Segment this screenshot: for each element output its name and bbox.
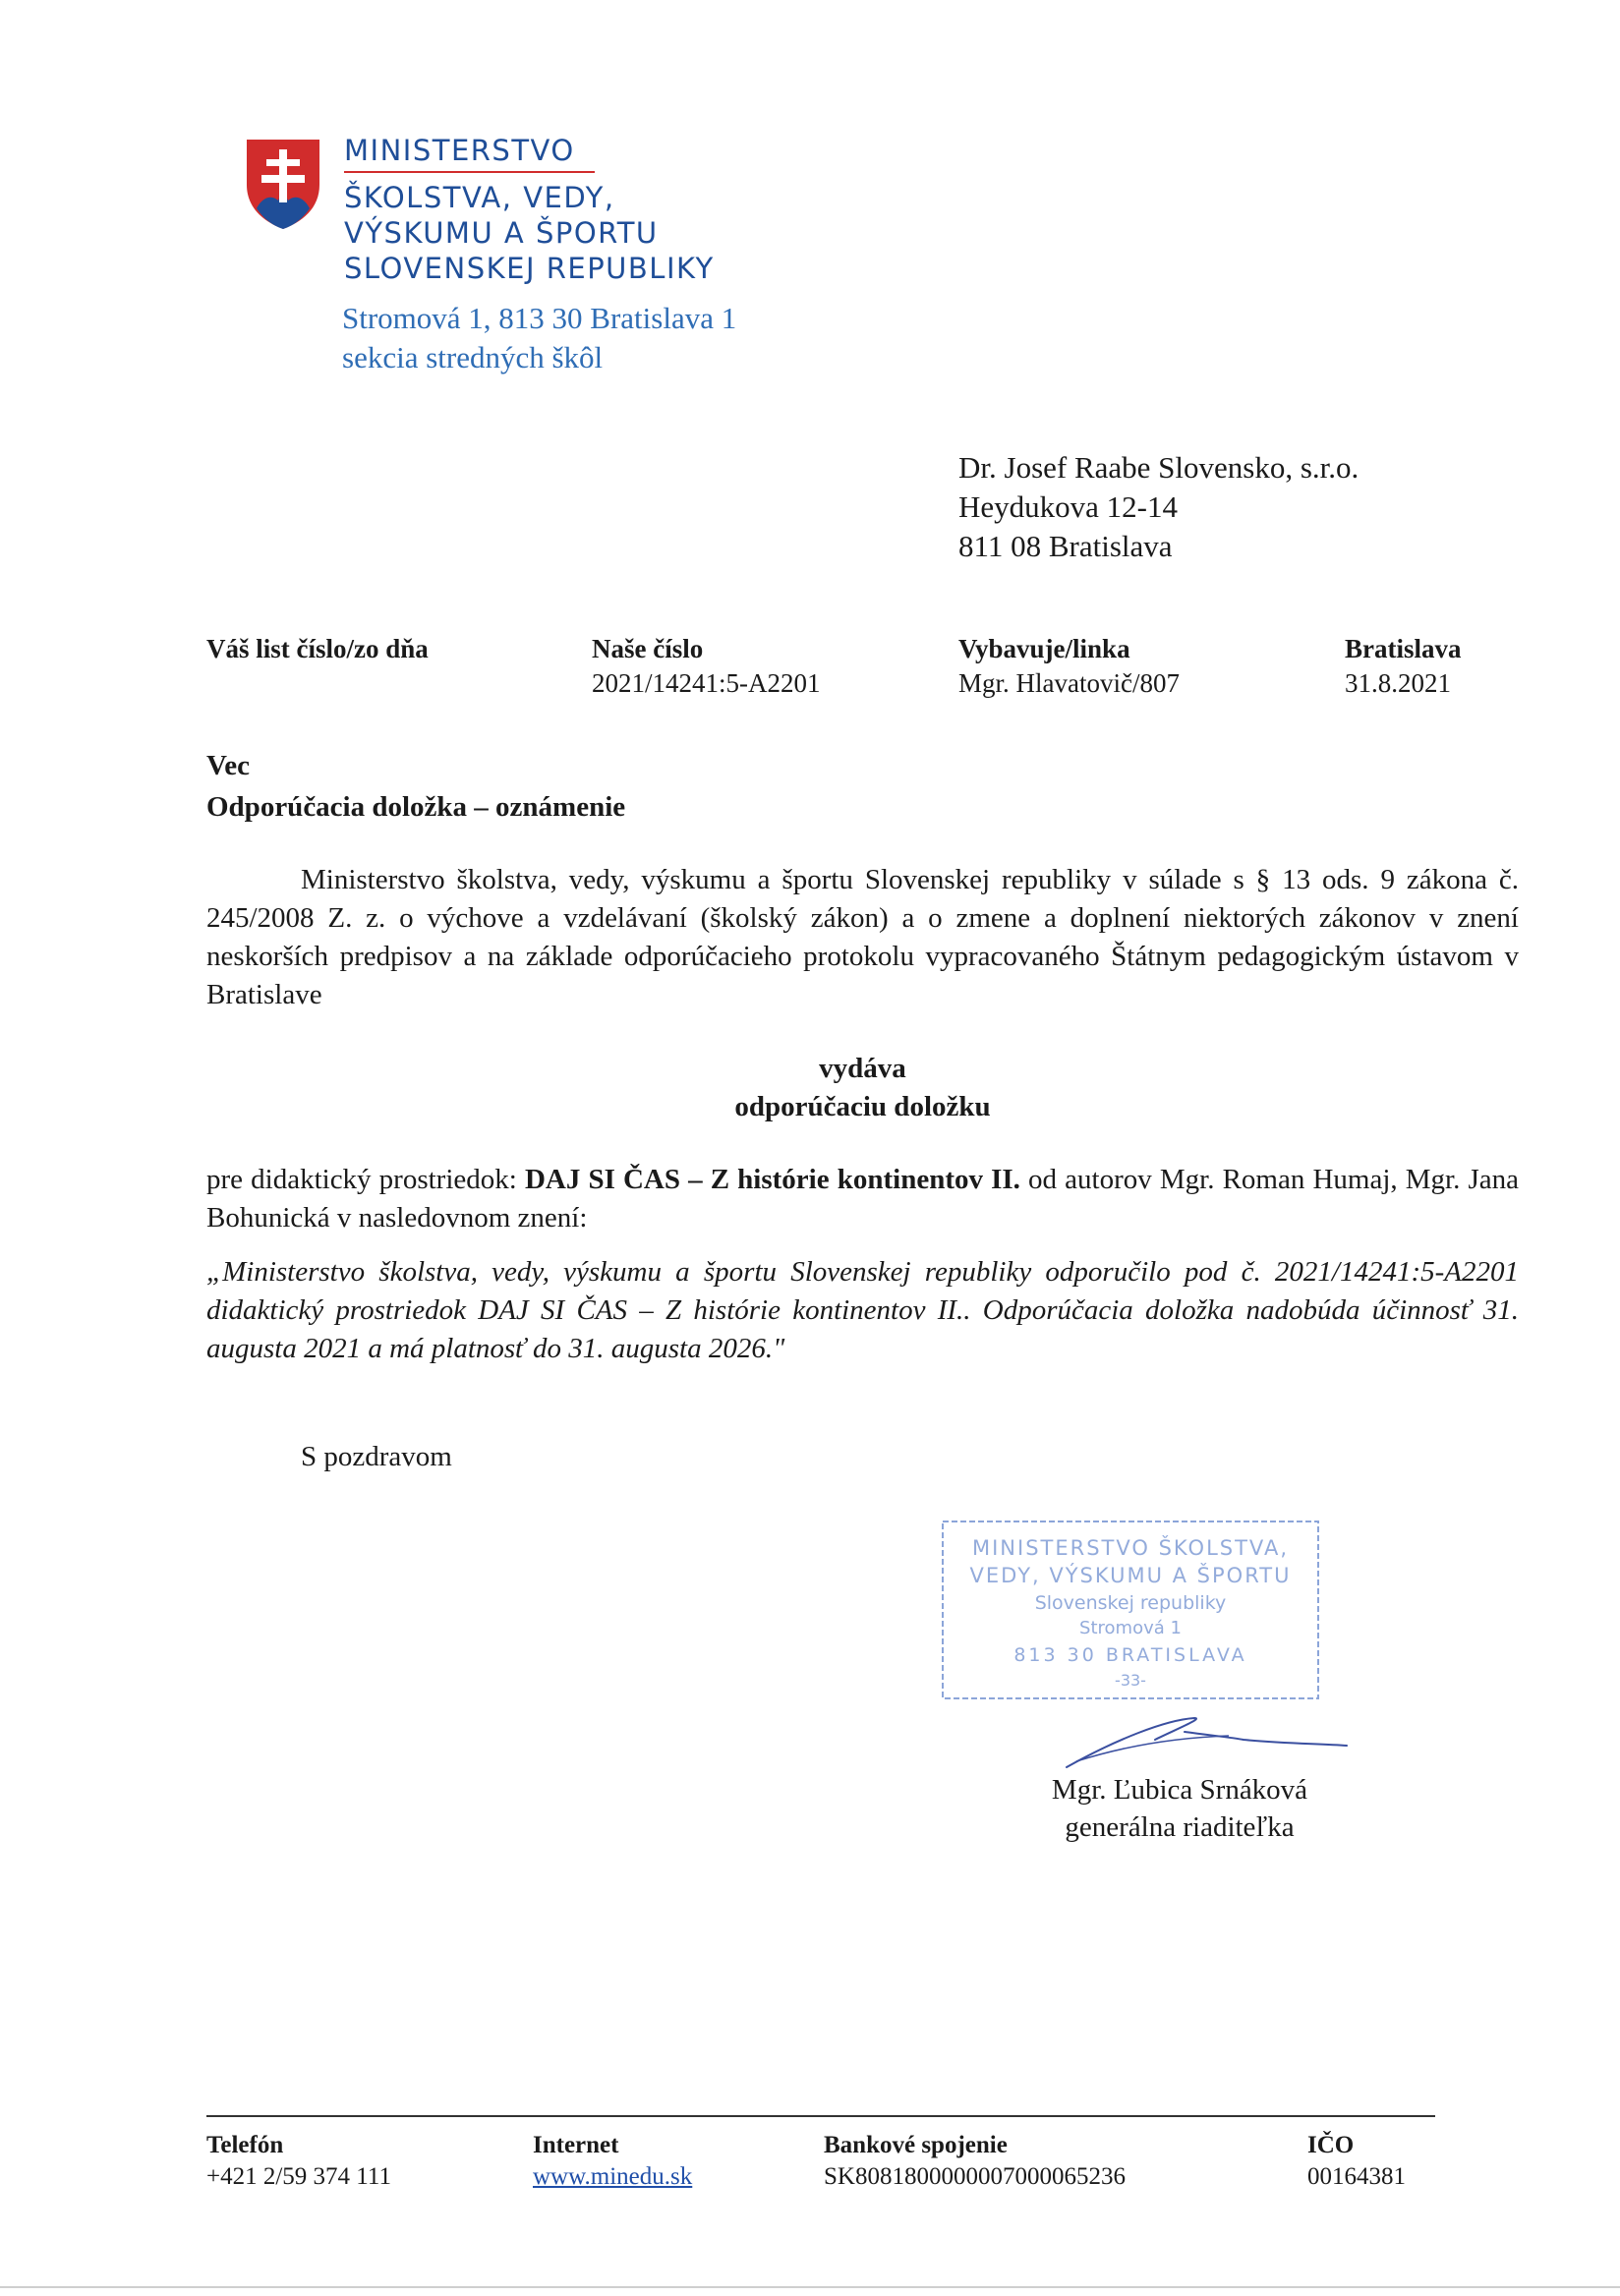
- sender-address: [342, 299, 736, 377]
- p2-prefix: pre didaktický prostriedok:: [206, 1164, 525, 1195]
- recipient-line3: 811 08 Bratislava: [958, 529, 1173, 563]
- issues-block: [206, 1050, 1519, 1126]
- ministry-name-line1: MINISTERSTVO: [344, 134, 575, 167]
- reference-our-number: [592, 632, 821, 701]
- footer-phone: [206, 2130, 391, 2193]
- handled-by-value: Mgr. Hlavatovič/807: [958, 668, 1180, 698]
- body-paragraph-1: Ministerstvo školstva, vedy, výskumu a športu Slovenskej republiky v súlade s § 13 ods. 9 zákona č. 245/2008 Z. z. o výchove a vzdelávaní (školský zákon) a o zmene a doplnení niektorých zákonov v znení neskorších predpisov a na základe odporúčacieho protokolu vypracovaného Štátnym pedagogickým ústavom v Bratislave: [206, 864, 1519, 1010]
- footer-bank: [824, 2130, 1126, 2193]
- ministry-red-divider: [344, 171, 595, 173]
- footer-website-link[interactable]: www.minedu.sk: [533, 2163, 693, 2190]
- footer-bank-label: Bankové spojenie: [824, 2132, 1008, 2158]
- sender-address-line1: Stromová 1, 813 30 Bratislava 1: [342, 301, 737, 335]
- stamp-line4: Stromová 1: [1079, 1618, 1182, 1638]
- issues-object: odporúčaciu doložku: [734, 1091, 991, 1122]
- footer-bank-value: SK8081800000007000065236: [824, 2163, 1126, 2190]
- your-letter-label: Váš list číslo/zo dňa: [206, 634, 429, 663]
- subject-title: Odporúčacia doložka – oznámenie: [206, 791, 626, 823]
- recommendation-quote: „Ministerstvo školstva, vedy, výskumu a športu Slovenskej republiky odporučilo pod č. 2021/14241:5-A2201 didaktický prostriedok DAJ SI ČAS – Z histórie kontinentov II.. Odporúčacia doložka nadobúda účinnosť 31. augusta 2021 a má platnosť do 31. augusta 2026.": [206, 1256, 1519, 1364]
- signer-role: generálna riaditeľka: [1065, 1811, 1295, 1843]
- greeting: S pozdravom: [301, 1441, 452, 1472]
- our-number-value: 2021/14241:5-A2201: [592, 668, 821, 698]
- scan-edge-line: [0, 2286, 1620, 2288]
- recipient-address: [958, 448, 1359, 566]
- slovak-coat-of-arms-icon: [245, 138, 321, 231]
- footer-ico: [1307, 2130, 1406, 2193]
- footer-divider: [206, 2115, 1435, 2117]
- stamp-line3: Slovenskej republiky: [1034, 1592, 1227, 1614]
- official-stamp: [939, 1514, 1322, 1705]
- issues-verb: vydáva: [819, 1053, 906, 1084]
- body-paragraph-2: [206, 1161, 1519, 1237]
- footer-internet-label: Internet: [533, 2132, 619, 2158]
- footer-ico-value: 00164381: [1307, 2163, 1406, 2190]
- stamp-line6: -33-: [1115, 1671, 1146, 1690]
- sender-address-line2: sekcia stredných škôl: [342, 340, 604, 374]
- our-number-label: Naše číslo: [592, 634, 704, 663]
- date-value: 31.8.2021: [1345, 668, 1451, 698]
- stamp-line1: MINISTERSTVO ŠKOLSTVA,: [972, 1536, 1289, 1560]
- recipient-line2: Heydukova 12-14: [958, 489, 1178, 524]
- place-label: Bratislava: [1345, 634, 1462, 663]
- ministry-name-line2: ŠKOLSTVA, VEDY,: [344, 181, 615, 214]
- ministry-name-line4: SLOVENSKEJ REPUBLIKY: [344, 252, 715, 285]
- reference-place-date: [1345, 632, 1462, 701]
- ministry-name: [344, 133, 855, 286]
- stamp-line2: VEDY, VÝSKUMU A ŠPORTU: [969, 1564, 1292, 1587]
- handwritten-signature: [1057, 1710, 1352, 1779]
- signer-block: [1032, 1771, 1327, 1846]
- reference-your-letter: [206, 632, 429, 666]
- subject: [206, 745, 625, 828]
- footer-ico-label: IČO: [1307, 2132, 1355, 2158]
- ministry-name-line3: VÝSKUMU A ŠPORTU: [344, 216, 659, 250]
- footer-internet: [533, 2130, 692, 2193]
- footer-phone-label: Telefón: [206, 2132, 284, 2158]
- recipient-line1: Dr. Josef Raabe Slovensko, s.r.o.: [958, 450, 1360, 485]
- footer-phone-value: +421 2/59 374 111: [206, 2163, 391, 2190]
- reference-handled-by: [958, 632, 1180, 701]
- stamp-line5: 813 30 BRATISLAVA: [1013, 1644, 1247, 1666]
- handled-by-label: Vybavuje/linka: [958, 634, 1130, 663]
- p2-suffix: od autorov Mgr. Roman Humaj, Mgr. Jana Bohunická v nasledovnom znení:: [206, 1164, 1519, 1234]
- subject-label: Vec: [206, 750, 251, 781]
- p2-title: DAJ SI ČAS – Z histórie kontinentov II.: [524, 1164, 1020, 1195]
- signer-name: Mgr. Ľubica Srnáková: [1051, 1774, 1308, 1806]
